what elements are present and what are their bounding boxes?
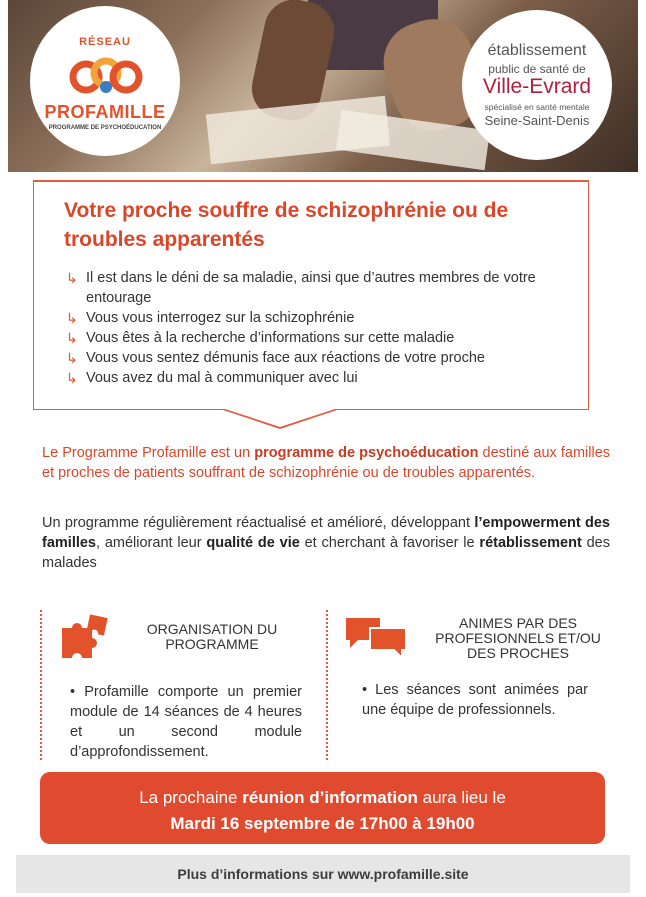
ve-line-2: public de santé de — [488, 62, 586, 76]
ve-line-4: spécialisé en santé mentale — [484, 102, 590, 112]
arrow-bullet-icon: ↳ — [66, 370, 78, 386]
chat-bubbles-icon — [344, 614, 408, 660]
arrow-bullet-icon: ↳ — [66, 330, 78, 346]
intro-box-pointer-fill — [222, 408, 338, 427]
logo-reseau-text: RÉSEAU — [79, 36, 131, 48]
logo-subtitle: PROGRAMME DE PSYCHOÉDUCATION — [48, 125, 162, 131]
arrow-bullet-icon: ↳ — [66, 270, 78, 286]
ville-evrard-logo — [462, 10, 612, 160]
meeting-line-1: La prochaine réunion d’information aura lieu le — [139, 788, 506, 807]
organisation-column — [40, 610, 304, 760]
list-item: ↳ Vous vous sentez démunis face aux réactions de votre proche — [66, 350, 485, 366]
puzzle-icon — [58, 614, 110, 666]
ve-line-5: Seine-Saint-Denis — [484, 113, 590, 128]
list-item: ↳ Vous êtes à la recherche d’informations sur cette maladie — [66, 330, 455, 346]
footer-info[interactable]: Plus d’informations sur www.profamille.site — [16, 855, 630, 893]
meeting-banner — [40, 772, 605, 844]
meeting-date: Mardi 16 septembre de 17h00 à 19h00 — [170, 814, 475, 833]
organisation-text: • Profamille comporte un premier module de 14 séances de 4 heures et un second module d’approfondissement. — [70, 684, 302, 760]
list-item: ↳ Il est dans le déni de sa maladie, ainsi que d’autres membres de votre entourage — [66, 270, 536, 306]
list-item: ↳ Vous vous interrogez sur la schizophrénie — [66, 310, 355, 326]
logo-name: PROFAMILLE — [44, 102, 166, 122]
arrow-bullet-icon: ↳ — [66, 310, 78, 326]
program-benefits: Un programme régulièrement réactualisé et amélioré, développant l’empowerment des familles, améliorant leur qualité de vie et cherchant à favoriser le rétablissement des malades — [42, 515, 610, 571]
arrow-bullet-icon: ↳ — [66, 350, 78, 366]
ve-line-1: établissement — [487, 42, 587, 59]
program-description: Le Programme Profamille est un programme de psychoéducation destiné aux familles et proches de patients souffrant de schizophrénie ou de troubles apparentés. — [42, 445, 611, 481]
animators-column — [326, 610, 610, 760]
organisation-heading: ORGANISATION DU PROGRAMME — [146, 621, 278, 652]
profamille-mark-icon — [66, 51, 146, 101]
ve-line-3: Ville-Evrard — [482, 75, 592, 98]
intro-box-top-border — [33, 180, 589, 182]
animators-heading: ANIMES PAR DES PROFESIONNELS ET/OU DES PROCHES — [435, 615, 601, 661]
profamille-logo — [30, 6, 180, 156]
list-item: ↳ Vous avez du mal à communiquer avec lui — [66, 370, 358, 386]
intro-bullet-list — [66, 268, 581, 388]
intro-box — [33, 180, 589, 410]
animators-text: • Les séances sont animées par une équipe de professionnels. — [362, 682, 588, 718]
intro-title: Votre proche souffre de schizophrénie ou de troubles apparentés — [64, 199, 509, 251]
